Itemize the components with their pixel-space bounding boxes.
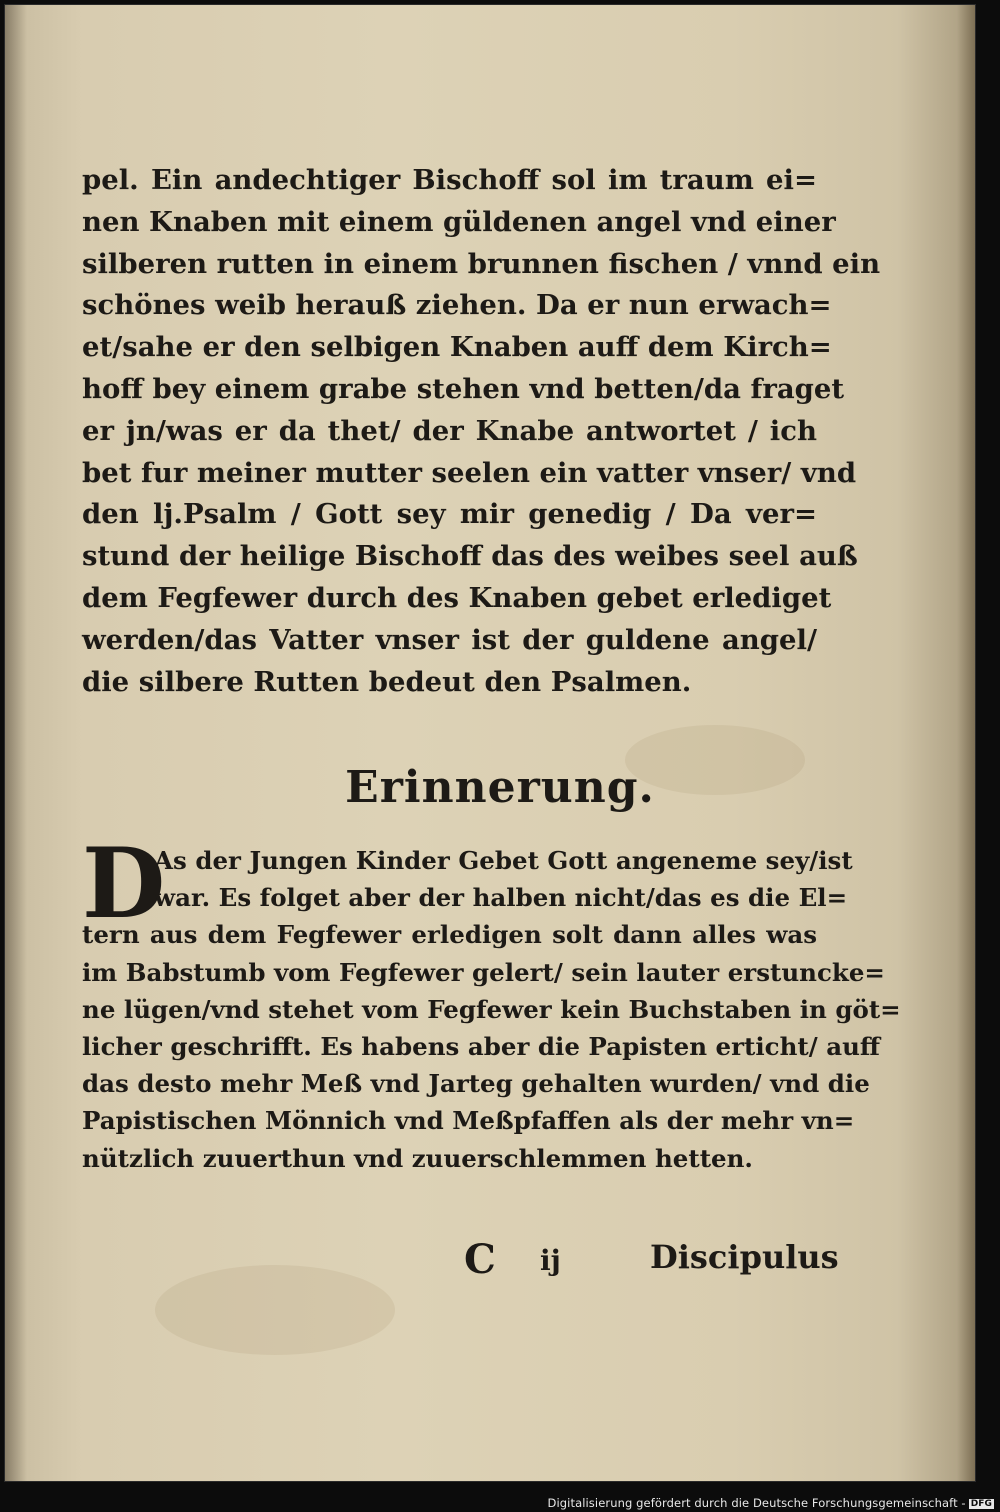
text-line: pel. Ein andechtiger Bischoff sol im traum ei= [82, 164, 817, 196]
signature-mark: C [464, 1236, 496, 1283]
page-gutter-shadow [5, 5, 27, 1481]
text-line: das desto mehr Meß vnd Jarteg gehalten wurden/ vnd die [82, 1069, 870, 1099]
text-line: As der Jungen Kinder Gebet Gott angeneme sey/ist [154, 846, 853, 875]
dfg-logo: DFG [970, 1499, 992, 1509]
main-paragraph [82, 160, 881, 703]
section-heading: Erinnerung. [345, 762, 655, 813]
page-right-edge [957, 5, 975, 1481]
text-line: et/sahe er den selbigen Knaben auff dem Kirch= [82, 331, 832, 364]
decorated-initial: D [82, 827, 166, 940]
text-line: schönes weib herauß ziehen. Da er nun erwach= [82, 289, 832, 322]
text-line: ne lügen/vnd stehet vom Fegfewer kein Buchstaben in göt= [82, 994, 901, 1024]
commentary-paragraph [82, 842, 901, 1177]
text-line: licher geschrifft. Es habens aber die Papisten erticht/ auff [82, 1031, 880, 1061]
text-line: dem Fegfewer durch des Knaben gebet erlediget [82, 581, 832, 614]
text-line: werden/das Vatter vnser ist der guldene angel/ [82, 623, 817, 656]
text-line: war. Es folget aber der halben nicht/das es die El= [154, 883, 848, 913]
text-line: stund der heilige Bischoff das des weibes seel auß [82, 540, 858, 573]
text-line: nen Knaben mit einem güldenen angel vnd einer [82, 205, 836, 238]
text-line: nützlich zuuerthun vnd zuuerschlemmen hetten. [82, 1143, 753, 1173]
text-line: den lj.Psalm / Gott sey mir genedig / Da ver= [82, 498, 817, 531]
credit-text: Digitalisierung gefördert durch die Deutsche Forschungsgemeinschaft - [547, 1496, 966, 1510]
text-line: die silbere Rutten bedeut den Psalmen. [82, 665, 692, 698]
text-line: tern aus dem Fegfewer erledigen solt dann alles was [82, 920, 817, 950]
text-line: Papistischen Mönnich vnd Meßpfaffen als der mehr vn= [82, 1106, 855, 1136]
signature-number: ij [540, 1244, 561, 1277]
digitization-credit [548, 1496, 994, 1510]
paper-stain [155, 1265, 395, 1355]
text-line: bet fur meiner mutter seelen ein vatter vnser/ vnd [82, 456, 857, 489]
text-line: im Babstumb vom Fegfewer gelert/ sein lauter erstuncke= [82, 957, 885, 987]
catchword: Discipulus [650, 1238, 839, 1276]
text-line: silberen rutten in einem brunnen fischen / vnnd ein [82, 247, 881, 280]
text-line: er jn/was er da thet/ der Knabe antwortet / ich [82, 414, 817, 447]
text-line: hoff bey einem grabe stehen vnd betten/da fraget [82, 372, 845, 405]
